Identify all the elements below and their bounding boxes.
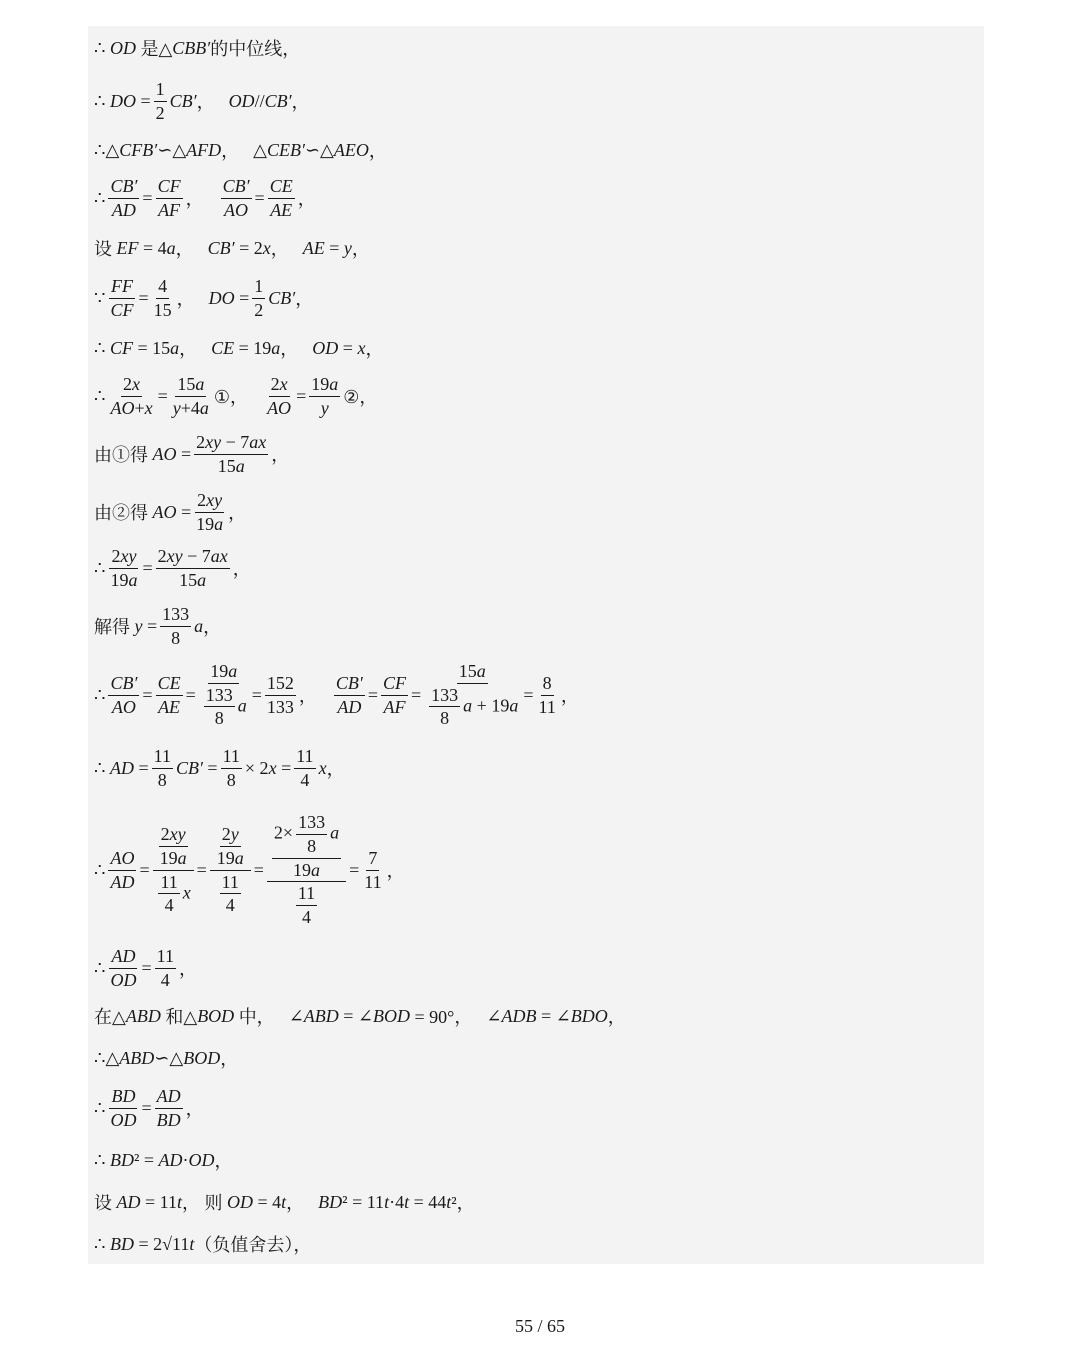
solution-line: ∴ $\frac{CB'}{AD}$ = $\frac{CF}{AF}$ ， $\frac{CB'}{AO}$ = $\frac{CE}{AE}$ ， <box>94 175 316 220</box>
solution-line: ∴ AD = $\frac{11}{8}$ CB′ = $\frac{11}{8}$ × 2 x = $\frac{11}{4}$ x ， <box>94 745 345 790</box>
solution-line: ∴ $\frac{AO}{AD}$ = $\frac{2xy}{19a}$ $\frac{11}{4}$ x = $\frac{\frac{2y}{19a}}{\frac{11}{4}}$ = 2× $\frac{133}{8}$ a 19a $\frac{11}{4}$ = $\frac{7}{11}$ ， <box>94 812 405 928</box>
solution-content <box>88 26 984 1264</box>
solution-line: 在△ ABD 和△ BOD 中， ∠ ABD = ∠ BOD = 90°， ∠ ADB = ∠ BDO ， <box>94 1005 626 1027</box>
solution-line: ∴△ ABD ∽△ BOD ， <box>94 1047 239 1069</box>
solution-line: ∴ OD 是△ CBB′ 的中位线， <box>94 37 301 59</box>
solution-line: ∴ $\frac{2x}{AO+x}$ = $\frac{15a}{y+4a}$ ①， $\frac{2x}{AO}$ = $\frac{19a}{y}$ ②， <box>94 373 378 418</box>
solution-line: ∴ $\frac{AD}{OD}$ = $\frac{11}{4}$ ， <box>94 945 197 990</box>
solution-line: 解得 y = $\frac{133}{8}$ a ， <box>94 603 222 648</box>
page-indicator: 55 / 65 <box>514 1316 565 1336</box>
solution-line: ∴ $\frac{CB'}{AO}$ = $\frac{CE}{AE}$ = 19a $\frac{133}{8}$ a = $\frac{152}{133}$ ， $\frac{CB'}{AD}$ = $\frac{CF}{AF}$ = 15a $\frac{133}{8}$ a + 19a = $\frac{8}{11}$ ， <box>94 660 579 729</box>
solution-line: ∴ $\frac{BD}{OD}$ = $\frac{AD}{BD}$ ， <box>94 1085 204 1130</box>
solution-line: 由①得 AO = $\frac{2xy - 7ax}{15a}$ ， <box>94 431 290 476</box>
solution-line: 设 AD = 11 t ， 则 OD = 4 t ， BD ² = 11 t ·4 t = 44 t ²， <box>94 1191 475 1213</box>
solution-line: ∴ BD = 2√11 t （负值舍去）， <box>94 1233 312 1255</box>
solution-line: ∴ DO = $\frac{1}{2}$ CB′ ， OD // CB′ ， <box>94 78 310 123</box>
solution-line: ∵ $\frac{FF}{CF}$ = $\frac{4}{15}$ ， DO = $\frac{1}{2}$ CB′ ， <box>94 275 314 320</box>
solution-line: ∴ $\frac{2xy}{19a}$ = $\frac{2xy - 7ax}{15a}$ ， <box>94 545 251 590</box>
solution-line: ∴ CF = 15 a ， CE = 19 a ， OD = x ， <box>94 337 384 359</box>
solution-line: 由②得 AO = $\frac{2xy}{19a}$ ， <box>94 489 247 534</box>
solution-line: ∴△ CFB′ ∽△ AFD ， △ CEB′ ∽△ AEO ， <box>94 139 387 161</box>
solution-line: 设 EF = 4 a ， CB′ = 2 x ， AE = y ， <box>94 237 370 259</box>
solution-line: ∴ BD ² = AD · OD ， <box>94 1149 233 1171</box>
